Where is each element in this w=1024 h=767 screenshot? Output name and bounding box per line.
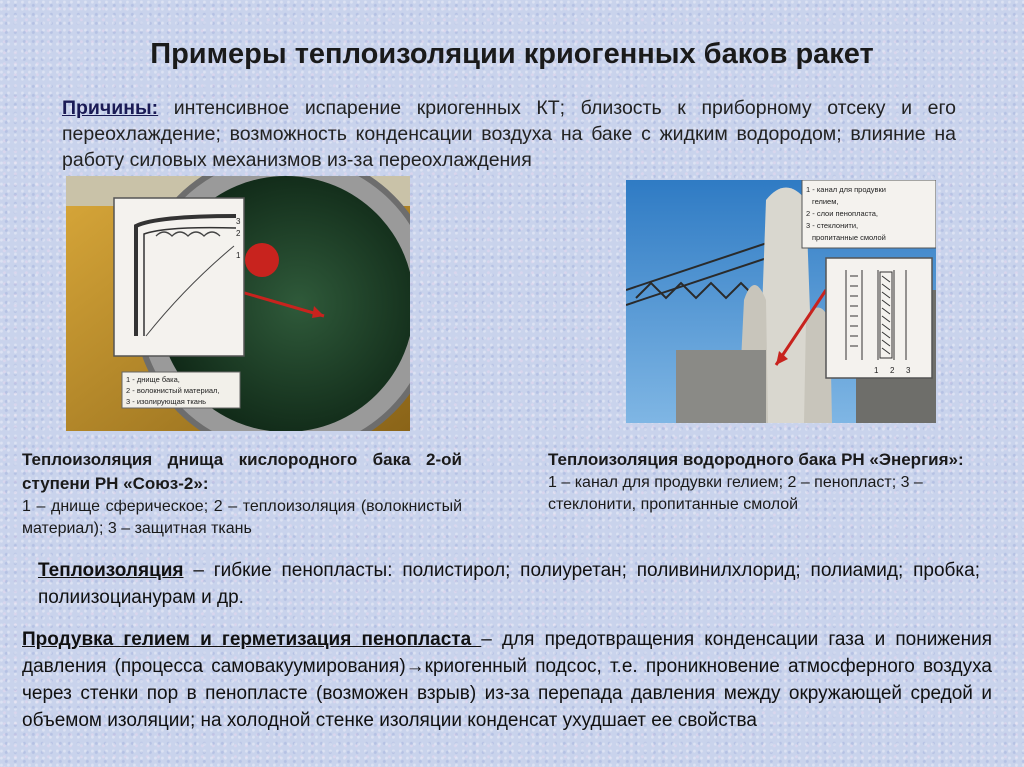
callout-right-2: 2 [890, 366, 895, 375]
legend-left-1: 1 - днище бака, [126, 375, 180, 384]
purge-text: – для предотвращения конденсации газа и понижения давления (процесса самовакуумирования)→криогенный подсос, т.е. проникновение атмосферного воздуха через стенки пор в пенопласте (возможен взрыв) из-за перепада давления между окружающей средой и объемом изоляции; на холодной стенке изоляции конденсат ухудшает ее свойства [22, 629, 992, 731]
energia-rocket-illustration [626, 180, 936, 423]
slide-title: Примеры теплоизоляции криогенных баков ракет [150, 38, 874, 70]
energia-rocket-photo [626, 180, 936, 423]
legend-right-1: 1 - канал для продувки [806, 185, 886, 194]
legend-right-5: пропитанные смолой [812, 233, 886, 242]
caption-left-text: 1 – днище сферическое; 2 – теплоизоляция (волокнистый материал); 3 – защитная ткань [22, 498, 462, 537]
legend-left-3: 3 - изолирующая ткань [126, 397, 207, 406]
reasons-paragraph [62, 95, 956, 173]
caption-right-text: 1 – канал для продувки гелием; 2 – пенопласт; 3 – стеклонити, пропитанные смолой [548, 474, 923, 513]
legend-right-2: гелием, [812, 197, 839, 206]
insulation-paragraph [38, 557, 980, 611]
purge-paragraph [22, 626, 992, 734]
insulation-label: Теплоизоляция [38, 560, 184, 581]
legend-right-4: 3 - стеклонити, [806, 221, 859, 230]
soyuz-tank-photo [66, 176, 410, 431]
callout-right-3: 3 [906, 366, 911, 375]
callout-num-2: 2 [236, 229, 241, 238]
caption-right-head: Теплоизоляция водородного бака РН «Энергия»: [548, 450, 964, 469]
callout-num-1: 1 [236, 251, 241, 260]
caption-left-head: Теплоизоляция днища кислородного бака 2-ой ступени РН «Союз-2»: [22, 450, 462, 493]
legend-right-3: 2 - слои пенопласта, [806, 209, 879, 218]
reasons-label: Причины: [62, 97, 159, 119]
legend-left-2: 2 - волокнистый материал, [126, 386, 220, 395]
caption-left [22, 448, 462, 540]
callout-right-1: 1 [874, 366, 879, 375]
soyuz-tank-illustration [66, 176, 410, 431]
reasons-text: интенсивное испарение криогенных КТ; близость к приборному отсеку и его переохлаждение; возможность конденсации воздуха на баке с жидким водородом; влияние на работу силовых механизмов из-за переохлаждения [62, 97, 956, 171]
insulation-text: – гибкие пенопласты: полистирол; полиуретан; поливинилхлорид; полиамид; пробка; полиизоцианурам и др. [38, 560, 980, 608]
caption-right [548, 448, 988, 516]
callout-num-3: 3 [236, 217, 241, 226]
purge-label: Продувка гелием и герметизация пенопласта [22, 629, 482, 650]
